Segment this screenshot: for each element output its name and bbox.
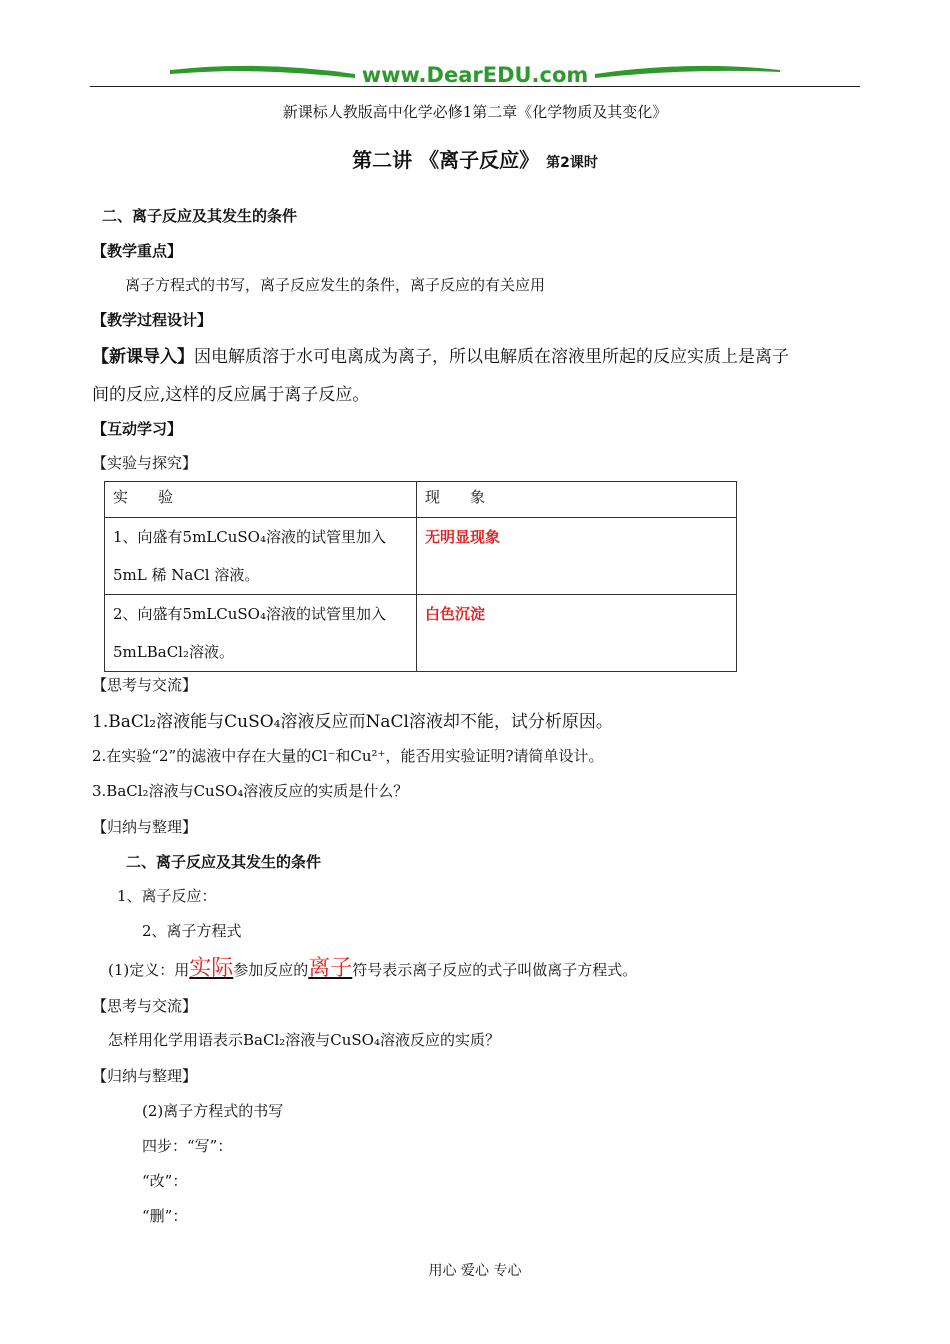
intro-text-1: 因电解质溶于水可电离成为离子，所以电解质在溶液里所起的反应实质上是离子	[194, 347, 789, 367]
section-heading: 二、离子反应及其发生的条件	[102, 207, 298, 225]
intro-label: 【新课导入】	[92, 347, 194, 367]
step-write: 四步：“写”：	[142, 1137, 233, 1155]
summary-item-2: 2、离子方程式	[142, 922, 242, 940]
page-footer: 用心 爱心 专心	[428, 1263, 522, 1279]
intro-paragraph-line1	[92, 342, 789, 367]
title-main: 第二讲 《离子反应》	[352, 148, 540, 172]
page-subtitle: 新课标人教版高中化学必修1第二章《化学物质及其变化》	[282, 103, 668, 121]
summary-heading: 二、离子反应及其发生的条件	[126, 853, 322, 871]
definition-answer-1: 实际	[189, 956, 234, 981]
result-text: 无明显现象	[425, 528, 501, 546]
table-header-row	[105, 482, 737, 518]
title-sub: 第2课时	[546, 155, 598, 171]
question-2: 2.在实验“2”的滤液中存在大量的Cl⁻和Cu²⁺，能否用实验证明?请简单设计。	[92, 747, 604, 765]
summary-item: (2)离子方程式的书写	[142, 1102, 284, 1120]
experiment-table	[104, 481, 737, 672]
process-label: 【教学过程设计】	[92, 311, 213, 329]
question-3: 3.BaCl₂溶液与CuSO₄溶液反应的实质是什么？	[92, 782, 409, 800]
focus-label: 【教学重点】	[92, 242, 183, 260]
step-change: “改”：	[142, 1172, 188, 1190]
table-header-cell: 现 象	[417, 482, 737, 518]
result-cell	[417, 595, 737, 672]
question: 怎样用化学用语表示BaCl₂溶液与CuSO₄溶液反应的实质？	[108, 1031, 500, 1049]
summary-item-1: 1、离子反应：	[117, 887, 217, 905]
discussion-label: 【思考与交流】	[92, 676, 198, 694]
summary-label: 【归纳与整理】	[92, 818, 198, 836]
intro-text-2: 间的反应,这样的反应属于离子反应。	[92, 385, 370, 405]
svg-text:www.DearEDU.com: www.DearEDU.com	[361, 63, 589, 87]
experiment-cell: 1、向盛有5mLCuSO₄溶液的试管里加入 5mL 稀 NaCl 溶液。	[105, 518, 417, 595]
step-delete: “删”：	[142, 1207, 188, 1225]
table-header-cell: 实 验	[105, 482, 417, 518]
discussion-label: 【思考与交流】	[92, 997, 198, 1015]
summary-label: 【归纳与整理】	[92, 1067, 198, 1085]
definition-line: (1)定义：用实际参加反应的离子符号表示离子反应的式子叫做离子方程式。	[108, 956, 638, 981]
result-cell	[417, 518, 737, 595]
definition-answer-2: 离子	[308, 956, 353, 981]
question-1: 1.BaCl₂溶液能与CuSO₄溶液反应而NaCl溶液却不能，试分析原因。	[92, 712, 613, 732]
focus-text: 离子方程式的书写，离子反应发生的条件，离子反应的有关应用	[125, 276, 546, 294]
table-row	[105, 595, 737, 672]
result-text: 白色沉淀	[425, 605, 486, 623]
interactive-label: 【互动学习】	[92, 420, 183, 438]
table-row	[105, 518, 737, 595]
header-rule	[90, 86, 860, 87]
page-title	[0, 144, 950, 173]
experiment-cell: 2、向盛有5mLCuSO₄溶液的试管里加入 5mLBaCl₂溶液。	[105, 595, 417, 672]
experiment-label: 【实验与探究】	[92, 454, 198, 472]
